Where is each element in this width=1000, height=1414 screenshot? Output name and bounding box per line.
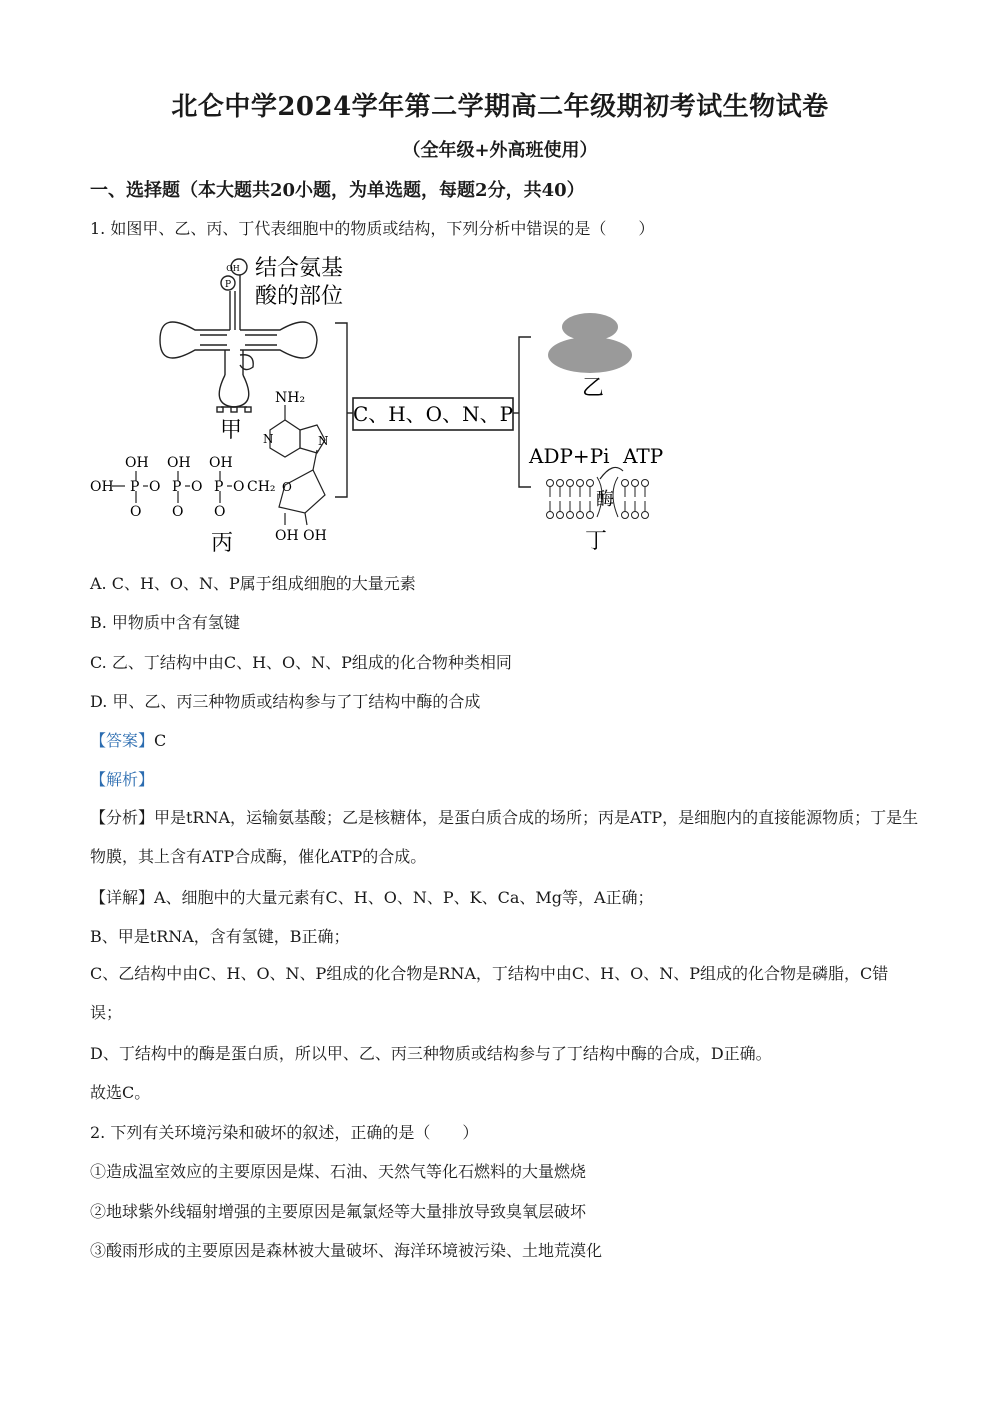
q1-stem: 1. 如图甲、乙、丙、丁代表细胞中的物质或结构，下列分析中错误的是（ ） [90,219,655,238]
q1-detail-c: C、乙结构中由C、H、O、N、P组成的化合物是RNA，丁结构中由C、H、O、N、P组成的化合物是磷脂，C错误； [90,964,889,1022]
answer-label: 【答案】 [90,731,155,750]
answer-value: C [154,731,167,750]
label-bing: 丙 [211,531,234,556]
atp-oh-1: OH [125,455,149,471]
adenine-n-1: N [318,434,329,448]
q2-stem: 2. 下列有关环境污染和破坏的叙述，正确的是（ ） [90,1123,479,1142]
atp-dbl-o-3: O [214,504,226,520]
atp-p-2: P [172,479,182,495]
atp-p-3: P [214,479,224,495]
atp-dbl-o-2: O [172,504,184,520]
q2-item-3: ③酸雨形成的主要原因是森林被大量破坏、海洋环境被污染、土地荒漠化 [90,1241,603,1260]
reaction-arrow [600,467,623,479]
atp-p-1: P [130,479,140,495]
trna-p-label: P [224,280,232,290]
atp-oh-3: OH [209,455,233,471]
q1-option-a: A. C、H、O、N、P属于组成细胞的大量元素 [90,574,416,593]
analysis-label: 【解析】 [90,770,155,789]
ribose-oh: OH OH [275,528,327,544]
elements-label: C、H、O、N、P [352,402,514,426]
q1-xiangjie: 【详解】A、细胞中的大量元素有C、H、O、N、P、K、Ca、Mg等，A正确； [90,888,654,907]
enzyme-label: 酶 [596,489,614,510]
q1-figure-svg [85,245,685,560]
adenine-n-2: N [263,432,274,446]
atp-o-1: O [149,479,161,495]
atp-o-3: O [233,479,245,495]
ribose-o: O [282,480,292,494]
q2-item-2: ②地球紫外线辐射增强的主要原因是氟氯烃等大量排放导致臭氧层破坏 [90,1202,587,1221]
binding-site-label-1: 结合氨基 [255,256,344,281]
left-bracket [335,323,347,497]
adp-pi-label: ADP+Pi [529,444,610,468]
atp-label: ATP [623,444,664,468]
adenine-nh2: NH₂ [275,390,306,406]
q1-answer [90,728,166,751]
q1-conclusion: 故选C。 [90,1083,151,1102]
q1-option-c: C. 乙、丁结构中由C、H、O、N、P组成的化合物种类相同 [90,653,512,672]
label-yi: 乙 [582,376,605,401]
atp-ch2: CH₂ [247,479,276,495]
section-heading: 一、选择题（本大题共20小题，为单选题，每题2分，共40） [90,180,585,201]
atp-oh-2: OH [167,455,191,471]
atp-dbl-o-1: O [130,504,142,520]
binding-site-label-2: 酸的部位 [255,284,344,309]
trna-oh-label: OH [226,264,240,273]
q1-figure [85,245,685,560]
q2-item-1: ①造成温室效应的主要原因是煤、石油、天然气等化石燃料的大量燃烧 [90,1162,587,1181]
q1-detail-b: B、甲是tRNA，含有氢键，B正确； [90,927,350,946]
atp-o-2: O [191,479,203,495]
label-jia: 甲 [220,418,243,443]
q1-detail-d: D、丁结构中的酶是蛋白质，所以甲、乙、丙三种物质或结构参与了丁结构中酶的合成，D正确。 [90,1044,772,1063]
ribosome-large-subunit [548,337,632,373]
ribosome-small-subunit [562,313,618,341]
q1-option-d: D. 甲、乙、丙三种物质或结构参与了丁结构中酶的合成 [90,692,481,711]
page-title: 北仑中学2024学年第二学期高二年级期初考试生物试卷 [171,92,829,122]
q1-option-b: B. 甲物质中含有氢键 [90,613,240,632]
label-ding: 丁 [585,529,608,554]
page-subtitle: （全年级+外高班使用） [402,140,598,161]
atp-oh-start: OH [90,479,114,495]
q1-fenxi: 【分析】甲是tRNA，运输氨基酸；乙是核糖体，是蛋白质合成的场所；丙是ATP，是细胞内的直接能源物质；丁是生物膜，其上含有ATP合成酶，催化ATP的合成。 [90,808,919,866]
